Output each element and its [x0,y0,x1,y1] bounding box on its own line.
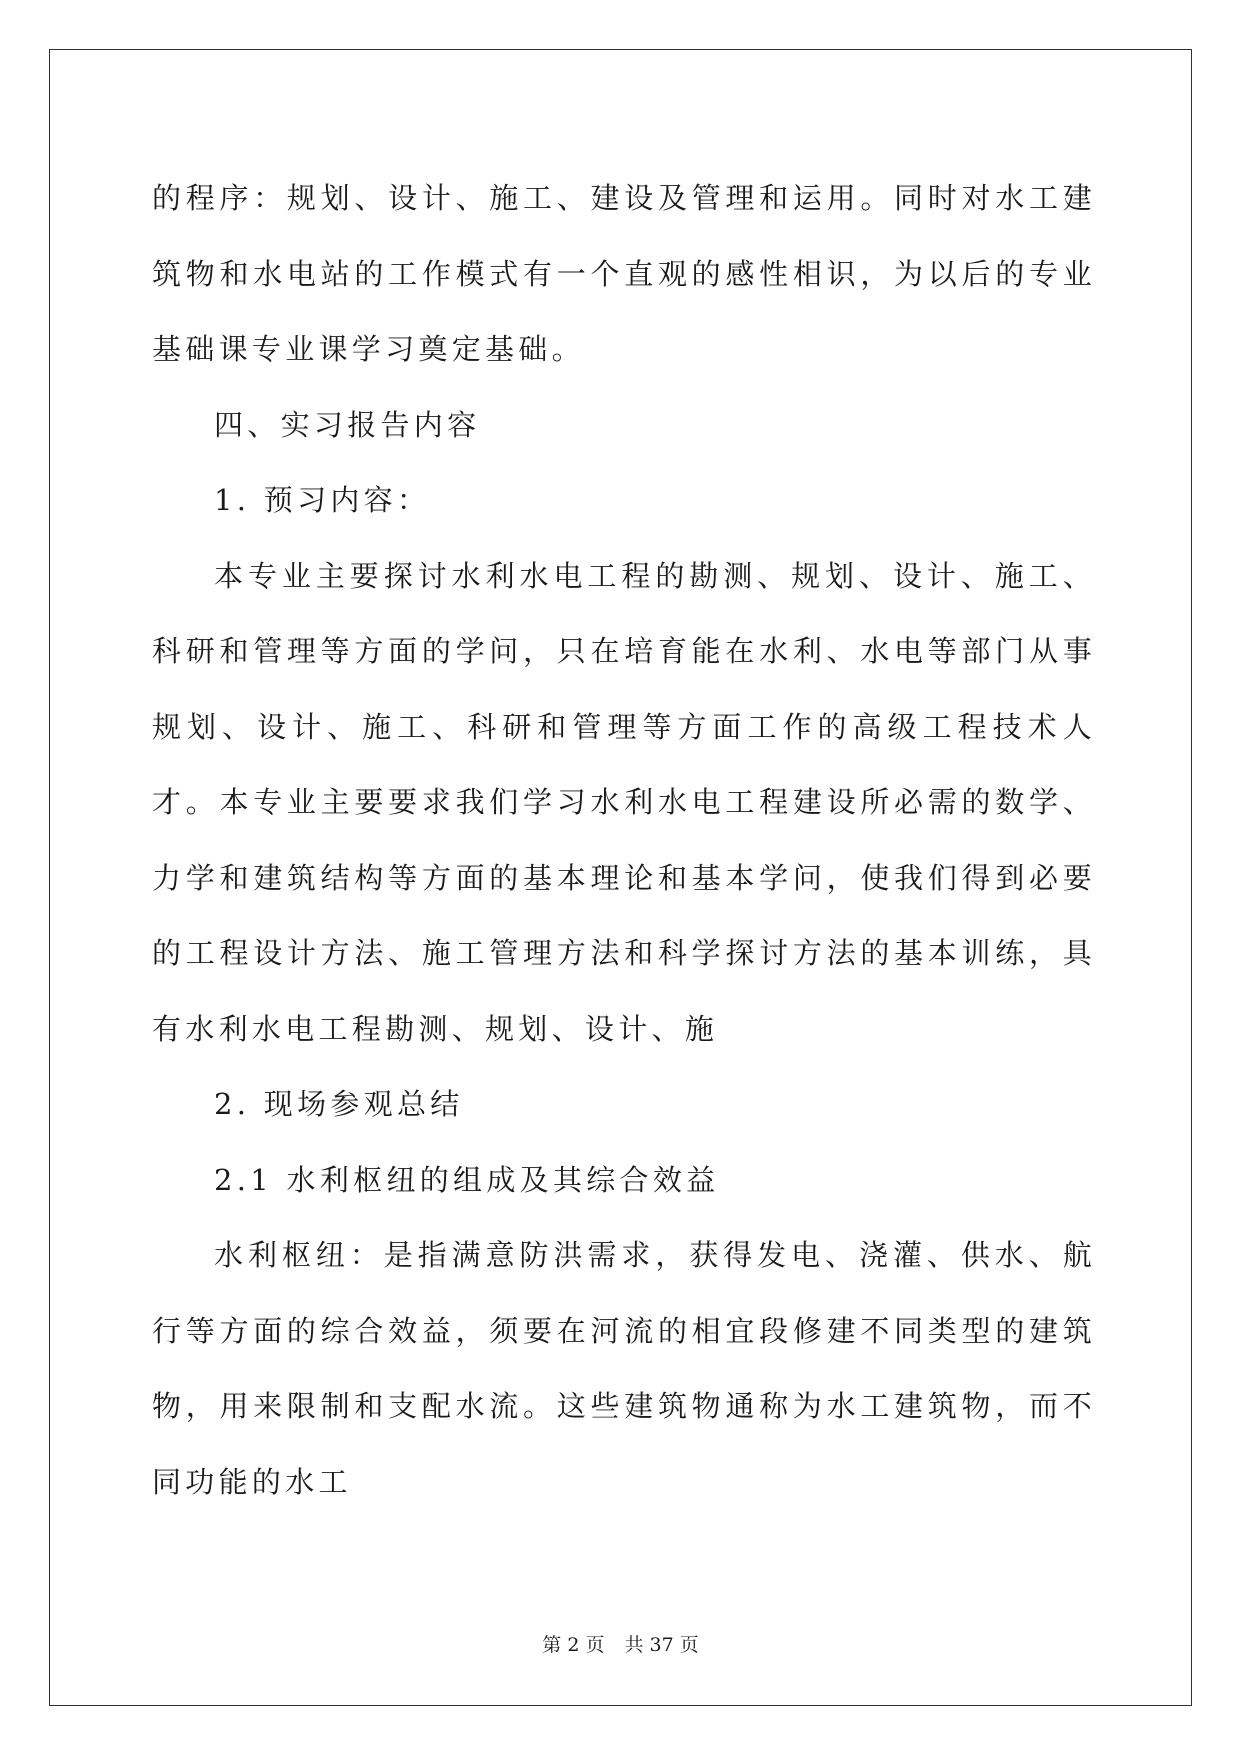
page-footer [0,1630,1241,1657]
section-heading: 四、实习报告内容 [214,407,481,442]
paragraph: 本专业主要探讨水利水电工程的勘测、规划、设计、施工、科研和管理等方面的学问，只在培育能在水利、水电等部门从事规划、设计、施工、科研和管理等方面工作的高级工程技术人才。本专业主要要求我们学习水利水电工程建设所必需的数学、力学和建筑结构等方面的基本理论和基本学问，使我们得到必要的工程设计方法、施工管理方法和科学探讨方法的基本训练，具有水利水电工程勘测、规划、设计、施 [152,558,1096,1046]
subsection-heading: 2.1 水利枢纽的组成及其综合效益 [214,1162,720,1197]
page-number: 第 2 页 [542,1634,605,1656]
paragraph: 水利枢纽：是指满意防洪需求，获得发电、浇灌、供水、航行等方面的综合效益，须要在河流的相宜段修建不同类型的建筑物，用来限制和支配水流。这些建筑物通称为水工建筑物，而不同功能的水工 [152,1238,1096,1499]
paragraph: 的程序：规划、设计、施工、建设及管理和运用。同时对水工建筑物和水电站的工作模式有一个直观的感性相识，为以后的专业基础课专业课学习奠定基础。 [152,181,1096,366]
document-body [152,161,1096,1520]
subsection-heading: 1. 预习内容： [214,483,431,517]
subsection-heading: 2. 现场参观总结 [214,1087,464,1121]
page-total: 共 37 页 [624,1634,699,1656]
